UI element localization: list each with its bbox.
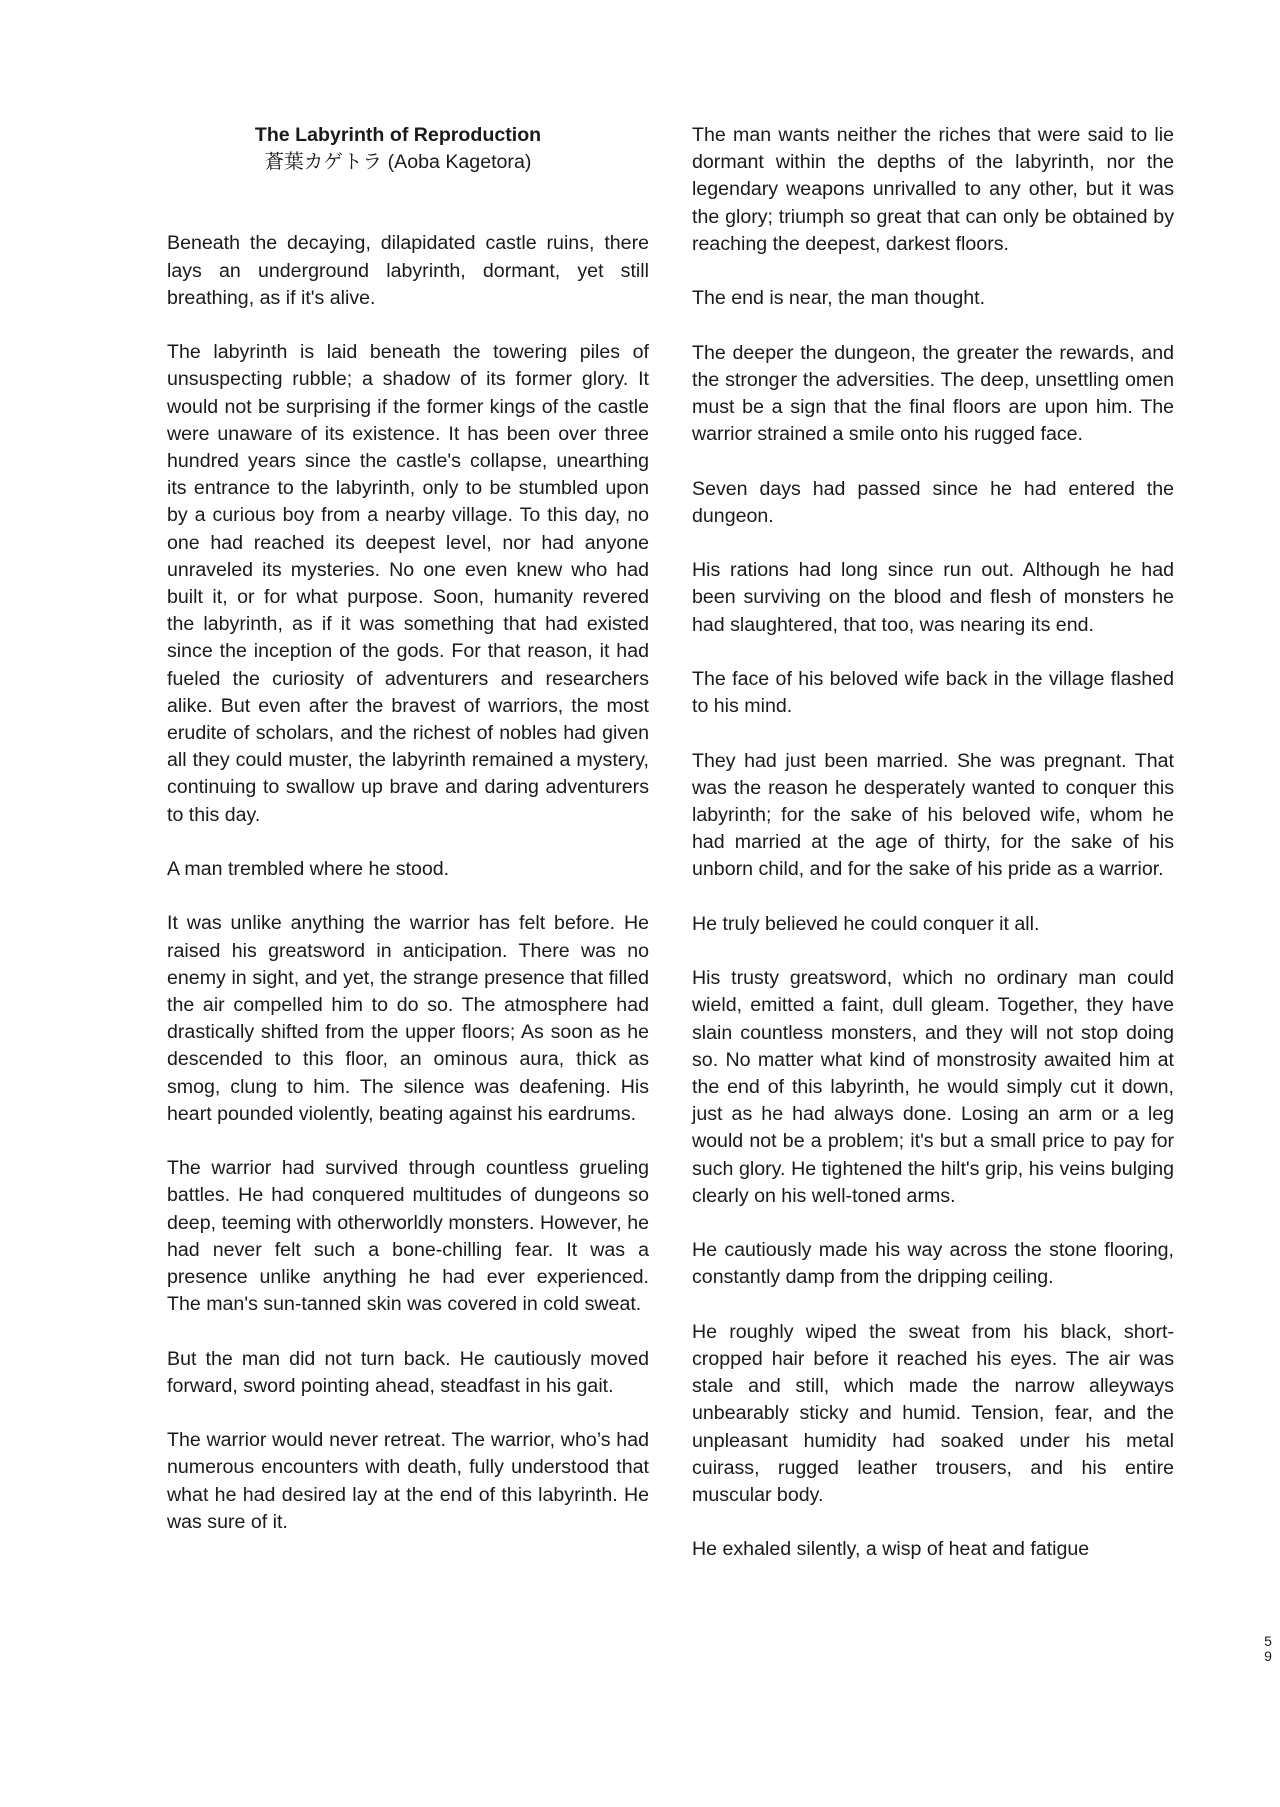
story-title: The Labyrinth of Reproduction — [254, 124, 542, 146]
left-column — [167, 122, 649, 1536]
paragraph: The deeper the dungeon, the greater the rewards, and the stronger the adversities. The deep, unsettling omen must be a sign that the final floors are upon him. The warrior strained a smile onto his rugged face. — [692, 341, 1174, 446]
page-number: 59 — [1264, 1633, 1272, 1664]
paragraph: It was unlike anything the warrior has felt before. He raised his greatsword in anticipation. There was no enemy in sight, and yet, the strange presence that filled the air compelled him to do so. The atmosphere had drastically shifted from the upper floors; As soon as he descended to this floor, an ominous aura, thick as smog, clung to him. The silence was deafening. His heart pounded violently, beating against his eardrums. — [167, 912, 649, 1125]
paragraph: His trusty greatsword, which no ordinary man could wield, emitted a faint, dull gleam. Together, they have slain countless monsters, and they will not stop doing so. No matter what kind of monstrosity awaited him at the end of this labyrinth, he would simply cut it down, just as he had always done. Losing an arm or a leg would not be a problem; it's but a small price to pay for such glory. He tightened the hilt's grip, his veins bulging clearly on his well-toned arms. — [692, 967, 1174, 1207]
right-column — [692, 122, 1174, 1564]
paragraph: But the man did not turn back. He cautiously moved forward, sword pointing ahead, steadfast in his gait. — [167, 1347, 649, 1397]
paragraph: He roughly wiped the sweat from his black, short-cropped hair before it reached his eyes. The air was stale and still, which made the narrow alleyways unbearably sticky and humid. Tension, fear, and the unpleasant humidity had soaked under his metal cuirass, rugged leather trousers, and his entire muscular body. — [692, 1320, 1174, 1506]
paragraph: The man wants neither the riches that were said to lie dormant within the depths of the labyrinth, nor the legendary weapons unrivalled to any other, but it was the glory; triumph so great that can only be obtained by reaching the deepest, darkest floors. — [692, 124, 1174, 255]
paragraph: The warrior would never retreat. The warrior, who’s had numerous encounters with death, fully understood that what he had desired lay at the end of this labyrinth. He was sure of it. — [167, 1429, 649, 1533]
paragraph: The labyrinth is laid beneath the towering piles of unsuspecting rubble; a shadow of its former glory. It would not be surprising if the former kings of the castle were unaware of its existence. It has been over three hundred years since the castle's collapse, unearthing its entrance to the labyrinth, only to be stumbled upon by a curious boy from a nearby village. To this day, no one had reached its deepest level, nor had anyone unraveled its mysteries. No one even knew who had built it, or for what purpose. Soon, humanity revered the labyrinth, as if it was something that had existed since the inception of the gods. For that reason, it had fueled the curiosity of adventurers and researchers alike. But even after the bravest of warriors, the most erudite of scholars, and the richest of nobles had given all they could muster, the labyrinth remained a mystery, continuing to swallow up brave and daring adventurers to this day. — [167, 341, 649, 826]
paragraph: A man trembled where he stood. — [167, 858, 450, 881]
title-spacer — [167, 176, 649, 230]
title-block — [147, 122, 649, 176]
paragraph: The end is near, the man thought. — [692, 287, 986, 310]
paragraph: The face of his beloved wife back in the village flashed to his mind. — [692, 667, 1174, 718]
paragraph: He exhaled silently, a wisp of heat and fatigue — [692, 1538, 1090, 1561]
paragraph: He truly believed he could conquer it all. — [692, 912, 1040, 935]
paragraph: The warrior had survived through countless grueling battles. He had conquered multitudes of dungeons so deep, teeming with otherworldly monsters. However, he had never felt such a bone-chilling fear. It was a presence unlike anything he had ever experienced. The man's sun-tanned skin was covered in cold sweat. — [167, 1157, 649, 1316]
paragraph: Beneath the decaying, dilapidated castle ruins, there lays an underground labyrinth, dormant, yet still breathing, as if it's alive. — [167, 232, 649, 309]
paragraph: Seven days had passed since he had entered the dungeon. — [692, 477, 1174, 527]
paragraph: They had just been married. She was pregnant. That was the reason he desperately wanted to conquer this labyrinth; for the sake of his beloved wife, whom he had married at the age of thirty, for the sake of his unborn child, and for the sake of his pride as a warrior. — [692, 749, 1174, 881]
paragraph: His rations had long since run out. Although he had been surviving on the blood and flesh of monsters he had slaughtered, that too, was nearing its end. — [692, 559, 1174, 636]
story-author: 蒼葉カゲトラ (Aoba Kagetora) — [264, 151, 532, 174]
paragraph: He cautiously made his way across the stone flooring, constantly damp from the dripping ceiling. — [692, 1239, 1174, 1289]
